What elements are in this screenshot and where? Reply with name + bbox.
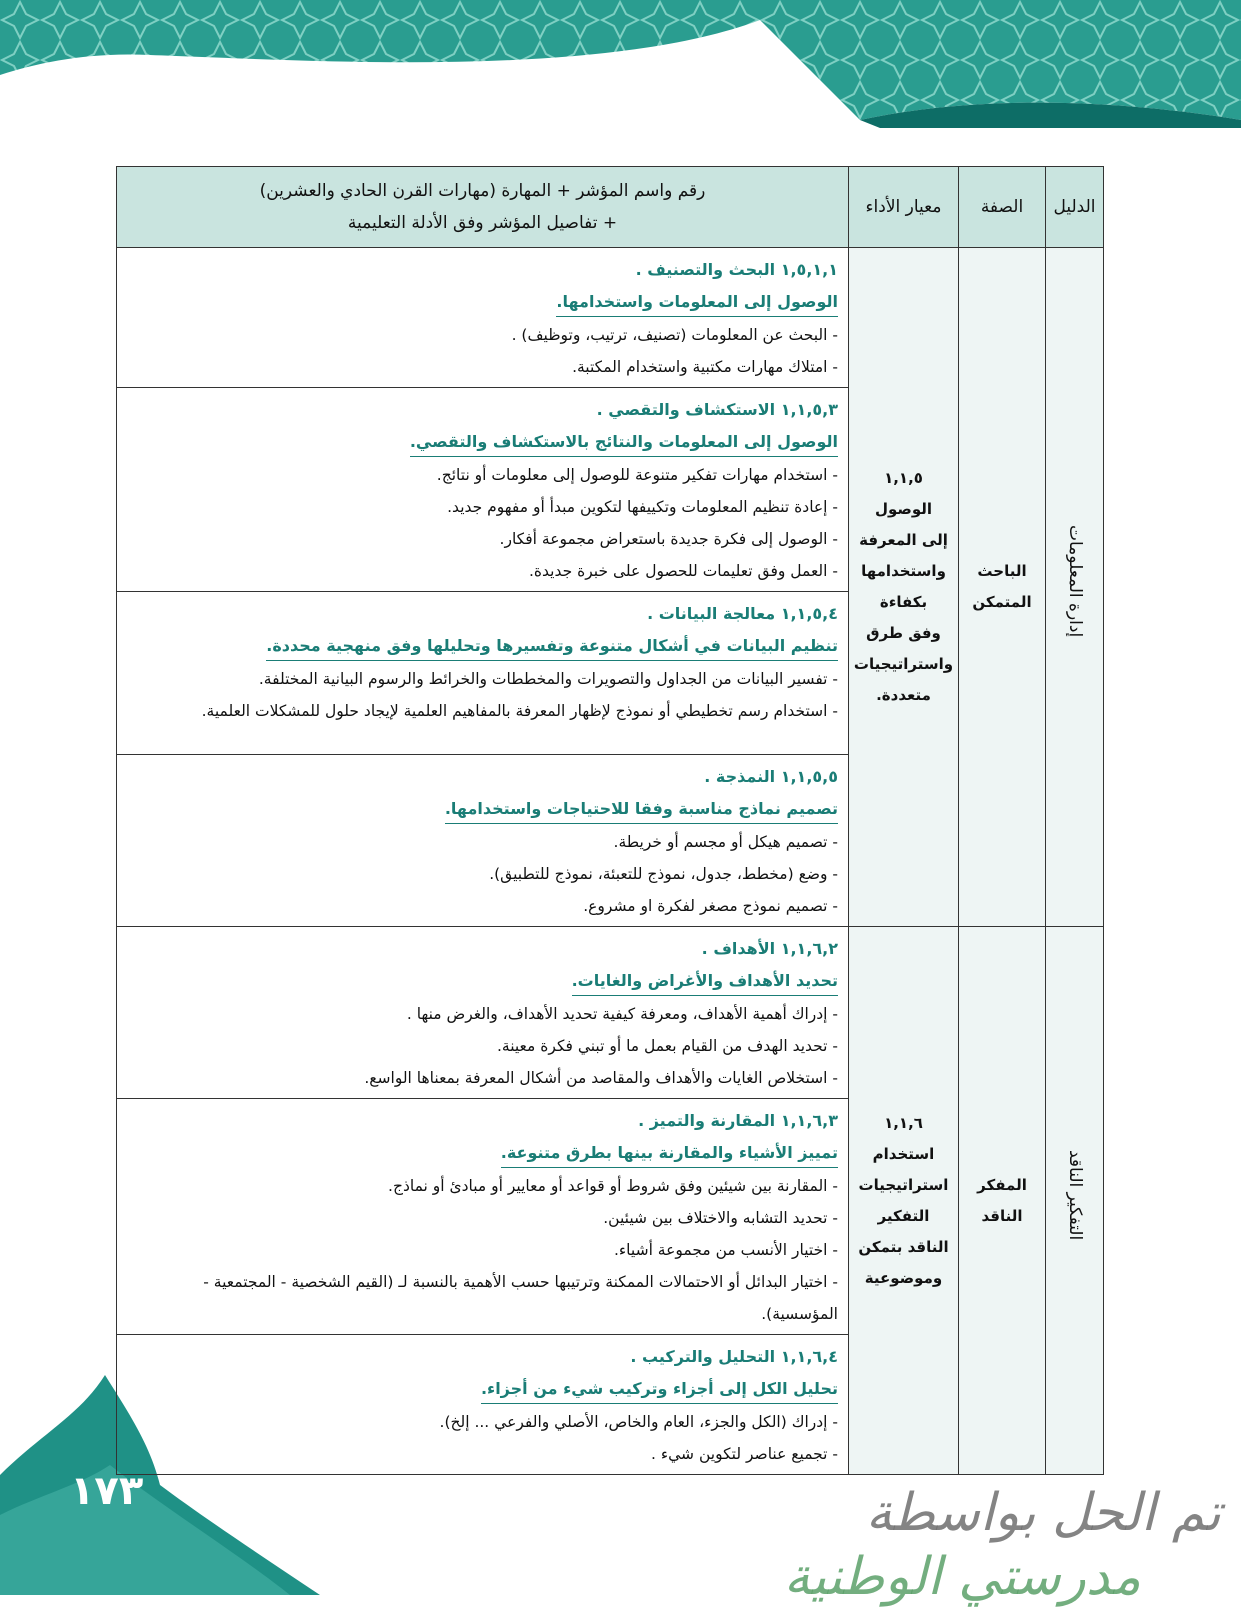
indicator-subtitle: تنظيم البيانات في أشكال متنوعة وتفسيرها وتحليلها وفق منهجية محددة. (266, 632, 838, 661)
criterion-line: واستراتيجيات (853, 655, 954, 673)
indicator-item: - تفسير البيانات من الجداول والتصويرات والمخططات والخرائط والرسوم البيانية المختلفة. (258, 670, 838, 688)
indicator-item: - تجميع عناصر لتكوين شيء . (651, 1445, 838, 1463)
trait-cell: المفكر الناقد (959, 927, 1046, 1475)
criterion-line: وموضوعية (864, 1268, 943, 1287)
indicator-item: - استخدام رسم تخطيطي أو نموذج لإظهار المعرفة بالمفاهيم العلمية لإيجاد حلول للمشكلات العلمية. (201, 702, 838, 720)
indicator-subtitle: تصميم نماذج مناسبة وفقا للاحتياجات واستخدامها. (445, 795, 838, 824)
criterion-line: الوصول (874, 500, 933, 518)
evidence-label: التفكير الناقد (1065, 1149, 1085, 1241)
table-row (117, 927, 1104, 1099)
indicator-item: - اختيار الأنسب من مجموعة أشياء. (613, 1241, 838, 1259)
page-number: ١٧٣ (70, 1468, 144, 1514)
indicator-item: - تصميم هيكل أو مجسم أو خريطة. (613, 833, 838, 851)
criterion-line: وفق طرق (866, 624, 941, 642)
evidence-label: إدارة المعلومات (1065, 525, 1085, 638)
indicator-cell (117, 248, 849, 388)
indicator-item: - تحديد الهدف من القيام بعمل ما أو تبني فكرة معينة. (496, 1037, 838, 1055)
indicator-cell (117, 388, 849, 592)
indicator-subtitle-wrap (125, 1373, 838, 1406)
criterion-cell (849, 248, 959, 927)
header-content (117, 167, 849, 248)
indicator-item: - تحديد التشابه والاختلاف بين شيئين. (603, 1209, 838, 1227)
indicator-code-title: ١,١,٦,٤ التحليل والتركيب . (630, 1347, 838, 1366)
indicator-subtitle-wrap (125, 630, 838, 663)
header-content-line1: رقم واسم المؤشر + المهارة (مهارات القرن الحادي والعشرين) (259, 181, 706, 201)
indicator-item: - وضع (مخطط، جدول، نموذج للتعبئة، نموذج للتطبيق). (489, 865, 838, 883)
indicator-cell (117, 592, 849, 755)
criterion-line: استخدام (872, 1144, 935, 1163)
criterion-line: ١,١,٦ (884, 1113, 923, 1132)
table-row (117, 248, 1104, 388)
indicator-cell (117, 755, 849, 927)
criterion-line: استراتيجيات (858, 1175, 949, 1194)
criterion-line: ١,١,٥ (884, 469, 923, 487)
indicator-item: - الوصول إلى فكرة جديدة باستعراض مجموعة أفكار. (499, 530, 838, 548)
indicator-code-title: ١,١,٥,٤ معالجة البيانات . (647, 604, 838, 623)
watermark (340, 1481, 1221, 1609)
watermark-line1: تم الحل بواسطة (865, 1483, 1221, 1543)
criterion-line: واستخدامها (861, 562, 946, 580)
indicator-subtitle: تحديد الأهداف والأغراض والغايات. (572, 967, 838, 996)
indicators-table (116, 166, 1104, 1475)
indicator-code-title: ١,١,٥,٣ الاستكشاف والتقصي . (596, 400, 838, 419)
indicator-item: - اختيار البدائل أو الاحتمالات الممكنة وترتيبها حسب الأهمية بالنسبة لـ (القيم الشخصية - المجتمعية - المؤسسية). (203, 1273, 838, 1323)
indicator-cell (117, 1099, 849, 1335)
indicator-item: - إدراك (الكل والجزء، العام والخاص، الأصلي والفرعي ... إلخ). (439, 1413, 838, 1431)
indicator-subtitle: الوصول إلى المعلومات والنتائج بالاستكشاف والتقصي. (410, 428, 838, 457)
decorative-top-banner (0, 0, 1241, 130)
watermark-line2: مدرستي الوطنية (783, 1547, 1141, 1607)
table-header-row (117, 167, 1104, 248)
trait-cell: الباحث المتمكن (959, 248, 1046, 927)
indicator-item: - إدراك أهمية الأهداف، ومعرفة كيفية تحديد الأهداف، والغرض منها . (406, 1005, 838, 1023)
indicator-item: - استخدام مهارات تفكير متنوعة للوصول إلى معلومات أو نتائج. (436, 466, 838, 484)
header-content-line2: + تفاصيل المؤشر وفق الأدلة التعليمية (347, 213, 618, 233)
evidence-cell (1046, 248, 1104, 927)
indicator-code-title: ١,١,٥,٥ النمذجة . (704, 767, 838, 786)
indicator-subtitle-wrap (125, 965, 838, 998)
indicator-subtitle: تمييز الأشياء والمقارنة بينها بطرق متنوعة. (501, 1139, 838, 1168)
indicator-cell (117, 1335, 849, 1475)
indicator-item: - المقارنة بين شيئين وفق شروط أو قواعد أو معايير أو مبادئ أو نماذج. (388, 1177, 838, 1195)
indicator-item: - امتلاك مهارات مكتبية واستخدام المكتبة. (572, 358, 838, 376)
indicator-subtitle-wrap (125, 1137, 838, 1170)
indicator-code-title: ١,١,٦,٢ الأهداف . (701, 939, 838, 958)
indicator-cell (117, 927, 849, 1099)
criterion-line: بكفاءة (879, 593, 928, 611)
header-criterion: معيار الأداء (849, 167, 959, 248)
indicator-item: - العمل وفق تعليمات للحصول على خبرة جديدة. (528, 562, 838, 580)
criterion-line: إلى المعرفة (859, 531, 948, 549)
criterion-line: متعددة. (876, 686, 931, 704)
evidence-cell (1046, 927, 1104, 1475)
criterion-cell (849, 927, 959, 1475)
indicator-item: - البحث عن المعلومات (تصنيف، ترتيب، وتوظيف) . (511, 326, 838, 344)
indicator-item: - تصميم نموذج مصغر لفكرة او مشروع. (583, 897, 838, 915)
indicator-item: - استخلاص الغايات والأهداف والمقاصد من أشكال المعرفة بمعناها الواسع. (364, 1069, 838, 1087)
indicator-subtitle-wrap (125, 793, 838, 826)
indicator-code-title: ١,٥,١,١ البحث والتصنيف . (635, 260, 838, 279)
indicator-subtitle: تحليل الكل إلى أجزاء وتركيب شيء من أجزاء. (481, 1375, 838, 1404)
indicator-item: - إعادة تنظيم المعلومات وتكييفها لتكوين مبدأ أو مفهوم جديد. (447, 498, 838, 516)
indicator-subtitle-wrap (125, 426, 838, 459)
header-trait: الصفة (959, 167, 1046, 248)
criterion-line: الناقد بتمكن (858, 1237, 949, 1256)
header-evidence: الدليل (1046, 167, 1104, 248)
criterion-line: التفكير (877, 1206, 930, 1225)
indicator-subtitle-wrap (125, 286, 838, 319)
indicator-code-title: ١,١,٦,٣ المقارنة والتميز . (638, 1111, 838, 1130)
indicator-subtitle: الوصول إلى المعلومات واستخدامها. (556, 288, 838, 317)
